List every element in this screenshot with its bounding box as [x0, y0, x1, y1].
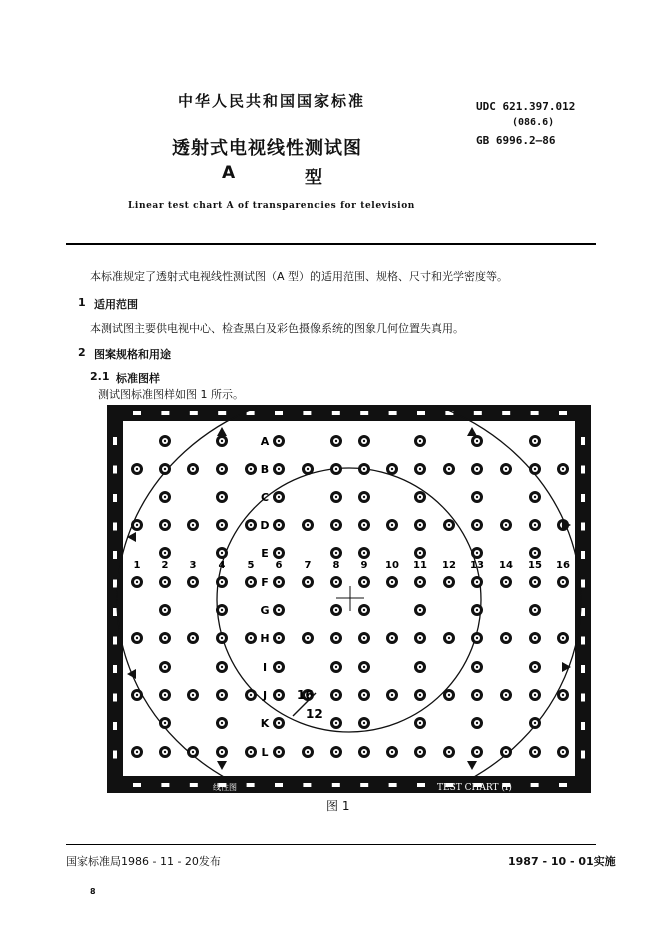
test-dot: [471, 491, 483, 503]
test-dot: [302, 632, 314, 644]
section-1-text: 本测试图主要供电视中心、检查黑白及彩色摄像系统的图象几何位置失真用。: [90, 322, 464, 335]
test-dot: [187, 576, 199, 588]
test-dot: [216, 661, 228, 673]
test-dot: [330, 435, 342, 447]
frame-tick: [581, 608, 585, 616]
test-dot: [273, 661, 285, 673]
frame-tick: [581, 494, 585, 502]
frame-tick: [559, 783, 567, 787]
test-dot: [386, 576, 398, 588]
intro-paragraph: 本标准规定了透射式电视线性测试图（A 型）的适用范围、规格、尺寸和光学密度等。: [90, 270, 509, 283]
test-dot: [358, 746, 370, 758]
frame-tick: [581, 523, 585, 531]
frame-label-right: TEST CHART (I): [437, 783, 512, 793]
udc-code: UDC 621.397.012: [476, 100, 576, 113]
test-dot: [273, 717, 285, 729]
frame-tick: [113, 580, 117, 588]
test-dot: [273, 491, 285, 503]
test-dot: [557, 576, 569, 588]
row-letter: H: [260, 632, 270, 645]
test-dot: [557, 689, 569, 701]
test-dot: [159, 746, 171, 758]
test-dot: [414, 547, 426, 559]
test-dot: [159, 632, 171, 644]
test-dot: [471, 463, 483, 475]
test-dot: [159, 717, 171, 729]
document-type-letter: A: [222, 163, 236, 183]
linear-test-chart-figure: [107, 405, 591, 793]
test-dot: [159, 463, 171, 475]
test-dot: [529, 604, 541, 616]
test-dot: [443, 746, 455, 758]
frame-tick: [113, 437, 117, 445]
column-number: 13: [470, 560, 484, 571]
column-number: 12: [442, 560, 456, 571]
test-dot: [529, 519, 541, 531]
test-dot: [216, 463, 228, 475]
test-dot: [216, 689, 228, 701]
test-dot: [330, 717, 342, 729]
test-dot: [500, 632, 512, 644]
frame-tick: [275, 411, 283, 415]
test-dot: [358, 463, 370, 475]
column-number: 5: [247, 560, 255, 571]
section-2-number: 2: [78, 346, 86, 359]
frame-tick: [113, 722, 117, 730]
test-dot: [471, 604, 483, 616]
frame-tick: [218, 411, 226, 415]
test-dot: [358, 435, 370, 447]
frame-tick: [113, 466, 117, 474]
test-dot: [273, 632, 285, 644]
test-dot: [471, 746, 483, 758]
frame-tick: [275, 783, 283, 787]
header-rule: [66, 243, 596, 245]
test-dot: [529, 661, 541, 673]
frame-tick: [417, 411, 425, 415]
row-letter: G: [260, 604, 270, 617]
test-dot: [159, 547, 171, 559]
test-dot: [414, 689, 426, 701]
frame-tick: [559, 411, 567, 415]
test-dot: [529, 632, 541, 644]
frame-tick: [581, 466, 585, 474]
frame-tick: [113, 494, 117, 502]
test-dot: [529, 463, 541, 475]
frame-tick: [247, 783, 255, 787]
frame-tick: [360, 411, 368, 415]
page-number: 8: [90, 887, 96, 896]
test-dot: [471, 689, 483, 701]
frame-tick: [389, 411, 397, 415]
footer-rule: [66, 844, 596, 845]
test-dot: [471, 547, 483, 559]
test-dot: [529, 491, 541, 503]
test-dot: [529, 746, 541, 758]
test-dot: [159, 519, 171, 531]
test-dot: [471, 661, 483, 673]
row-letter: C: [260, 491, 270, 504]
test-dot: [187, 746, 199, 758]
column-number: 15: [528, 560, 542, 571]
frame-tick: [113, 665, 117, 673]
test-dot: [273, 604, 285, 616]
test-dot: [443, 632, 455, 644]
test-dot: [330, 491, 342, 503]
national-standard-heading: 中华人民共和国国家标准: [178, 92, 366, 110]
test-dot: [358, 547, 370, 559]
test-dot: [386, 519, 398, 531]
test-dot: [529, 689, 541, 701]
test-dot: [358, 689, 370, 701]
column-number: 9: [360, 560, 368, 571]
test-dot: [358, 491, 370, 503]
test-dot: [557, 746, 569, 758]
row-letter: A: [260, 435, 270, 448]
frame-tick: [332, 411, 340, 415]
frame-tick: [113, 637, 117, 645]
test-dot: [302, 463, 314, 475]
frame-tick: [190, 411, 198, 415]
test-dot: [414, 463, 426, 475]
test-dot: [358, 632, 370, 644]
effective-date: 1987 - 10 - 01实施: [508, 855, 616, 868]
test-dot: [358, 519, 370, 531]
frame-tick: [190, 783, 198, 787]
test-dot: [443, 576, 455, 588]
test-dot: [414, 576, 426, 588]
test-dot: [330, 604, 342, 616]
test-dot: [443, 463, 455, 475]
test-dot: [471, 576, 483, 588]
test-dot: [273, 576, 285, 588]
test-dot: [245, 632, 257, 644]
test-dot: [216, 604, 228, 616]
test-dot: [471, 717, 483, 729]
subsection-2-1-text: 测试图标准图样如图 1 所示。: [98, 388, 244, 401]
subsection-2-1-title: 标准图样: [116, 372, 160, 385]
test-dot: [131, 689, 143, 701]
test-dot: [414, 632, 426, 644]
test-dot: [471, 435, 483, 447]
test-dot: [245, 519, 257, 531]
test-dot: [500, 576, 512, 588]
test-dot: [500, 463, 512, 475]
frame-tick: [531, 411, 539, 415]
frame-tick: [581, 751, 585, 759]
test-dot: [414, 661, 426, 673]
test-dot: [557, 632, 569, 644]
column-number: 6: [275, 560, 283, 571]
row-letter: I: [262, 661, 268, 674]
frame-tick: [133, 411, 141, 415]
frame-tick: [581, 665, 585, 673]
test-dot: [216, 491, 228, 503]
frame-tick: [581, 722, 585, 730]
test-dot: [273, 435, 285, 447]
test-dot: [216, 435, 228, 447]
section-2-title: 图案规格和用途: [94, 348, 171, 361]
test-dot: [159, 576, 171, 588]
row-letter: B: [260, 463, 270, 476]
frame-tick: [113, 523, 117, 531]
frame-tick: [113, 694, 117, 702]
test-dot: [471, 519, 483, 531]
frame-tick: [581, 694, 585, 702]
column-number: 4: [218, 560, 226, 571]
document-type-char: 型: [305, 168, 322, 188]
issue-date: 国家标准局1986 - 11 - 20发布: [66, 855, 221, 868]
test-dot: [131, 632, 143, 644]
document-title-zh: 透射式电视线性测试图: [172, 138, 362, 159]
test-dot: [187, 463, 199, 475]
column-number: 14: [499, 560, 513, 571]
test-dot: [330, 547, 342, 559]
frame-tick: [581, 580, 585, 588]
column-number: 3: [189, 560, 197, 571]
test-dot: [245, 746, 257, 758]
test-dot: [245, 689, 257, 701]
column-number: 11: [413, 560, 427, 571]
section-1-title: 适用范围: [94, 298, 138, 311]
test-dot: [273, 547, 285, 559]
frame-tick: [581, 637, 585, 645]
test-dot: [529, 717, 541, 729]
test-dot: [529, 547, 541, 559]
test-dot: [330, 632, 342, 644]
test-dot: [358, 576, 370, 588]
test-dot: [358, 717, 370, 729]
row-letter: F: [261, 576, 269, 589]
test-dot: [414, 491, 426, 503]
test-dot: [187, 632, 199, 644]
test-dot: [500, 519, 512, 531]
test-dot: [330, 463, 342, 475]
test-dot: [273, 519, 285, 531]
test-dot: [131, 519, 143, 531]
test-dot: [187, 519, 199, 531]
test-dot: [216, 576, 228, 588]
test-dot: [386, 463, 398, 475]
frame-tick: [113, 551, 117, 559]
row-letter: J: [262, 689, 268, 702]
figure-caption: 图 1: [326, 799, 350, 813]
test-dot: [386, 689, 398, 701]
test-dot: [131, 746, 143, 758]
udc-subcode: (086.6): [512, 117, 555, 128]
section-1-number: 1: [78, 296, 86, 309]
frame-tick: [389, 783, 397, 787]
test-dot: [500, 746, 512, 758]
column-number: 16: [556, 560, 570, 571]
column-number: 10: [385, 560, 399, 571]
test-dot: [414, 519, 426, 531]
test-dot: [330, 746, 342, 758]
gb-standard-number: GB 6996.2—86: [476, 134, 556, 147]
row-letter: D: [260, 519, 270, 532]
frame-tick: [417, 783, 425, 787]
test-dot: [330, 661, 342, 673]
frame-tick: [303, 783, 311, 787]
frame-tick: [531, 783, 539, 787]
test-dot: [414, 717, 426, 729]
test-dot: [302, 746, 314, 758]
test-dot: [273, 463, 285, 475]
test-dot: [216, 632, 228, 644]
frame-tick: [113, 608, 117, 616]
frame-tick: [581, 551, 585, 559]
column-number: 8: [332, 560, 340, 571]
test-dot: [245, 576, 257, 588]
test-dot: [131, 463, 143, 475]
frame-tick: [113, 751, 117, 759]
test-dot: [245, 463, 257, 475]
frame-tick: [581, 437, 585, 445]
test-dot: [216, 547, 228, 559]
test-dot: [187, 689, 199, 701]
ratio-top: 16: [297, 688, 314, 702]
frame-tick: [161, 783, 169, 787]
frame-label-left: 线性图: [213, 783, 237, 792]
test-dot: [358, 604, 370, 616]
subsection-2-1-number: 2.1: [90, 370, 110, 383]
test-dot: [358, 661, 370, 673]
test-dot: [414, 746, 426, 758]
frame-tick: [161, 411, 169, 415]
test-dot: [302, 519, 314, 531]
column-number: 7: [304, 560, 312, 571]
frame-tick: [303, 411, 311, 415]
frame-tick: [360, 783, 368, 787]
frame-tick: [474, 411, 482, 415]
test-dot: [273, 689, 285, 701]
test-dot: [216, 746, 228, 758]
test-dot: [443, 689, 455, 701]
test-dot: [500, 689, 512, 701]
test-dot: [159, 689, 171, 701]
row-letter: L: [261, 746, 269, 759]
test-dot: [159, 661, 171, 673]
frame-tick: [502, 411, 510, 415]
test-dot: [216, 519, 228, 531]
test-dot: [529, 435, 541, 447]
column-number: 2: [161, 560, 169, 571]
test-dot: [414, 604, 426, 616]
test-dot: [159, 491, 171, 503]
row-letter: K: [260, 717, 270, 730]
test-dot: [302, 576, 314, 588]
test-dot: [386, 632, 398, 644]
test-dot: [159, 435, 171, 447]
ratio-bottom: 12: [306, 707, 323, 721]
test-dot: [386, 746, 398, 758]
test-dot: [159, 604, 171, 616]
test-dot: [273, 746, 285, 758]
test-dot: [414, 435, 426, 447]
frame-tick: [133, 783, 141, 787]
column-number: 1: [133, 560, 141, 571]
document-title-en: Linear test chart A of transparencies for television: [128, 201, 415, 211]
test-dot: [443, 519, 455, 531]
test-dot: [131, 576, 143, 588]
test-dot: [557, 463, 569, 475]
test-dot: [471, 632, 483, 644]
row-letter: E: [261, 547, 269, 560]
test-dot: [529, 576, 541, 588]
test-dot: [330, 576, 342, 588]
test-dot: [330, 519, 342, 531]
test-dot: [330, 689, 342, 701]
frame-tick: [332, 783, 340, 787]
test-dot: [216, 717, 228, 729]
